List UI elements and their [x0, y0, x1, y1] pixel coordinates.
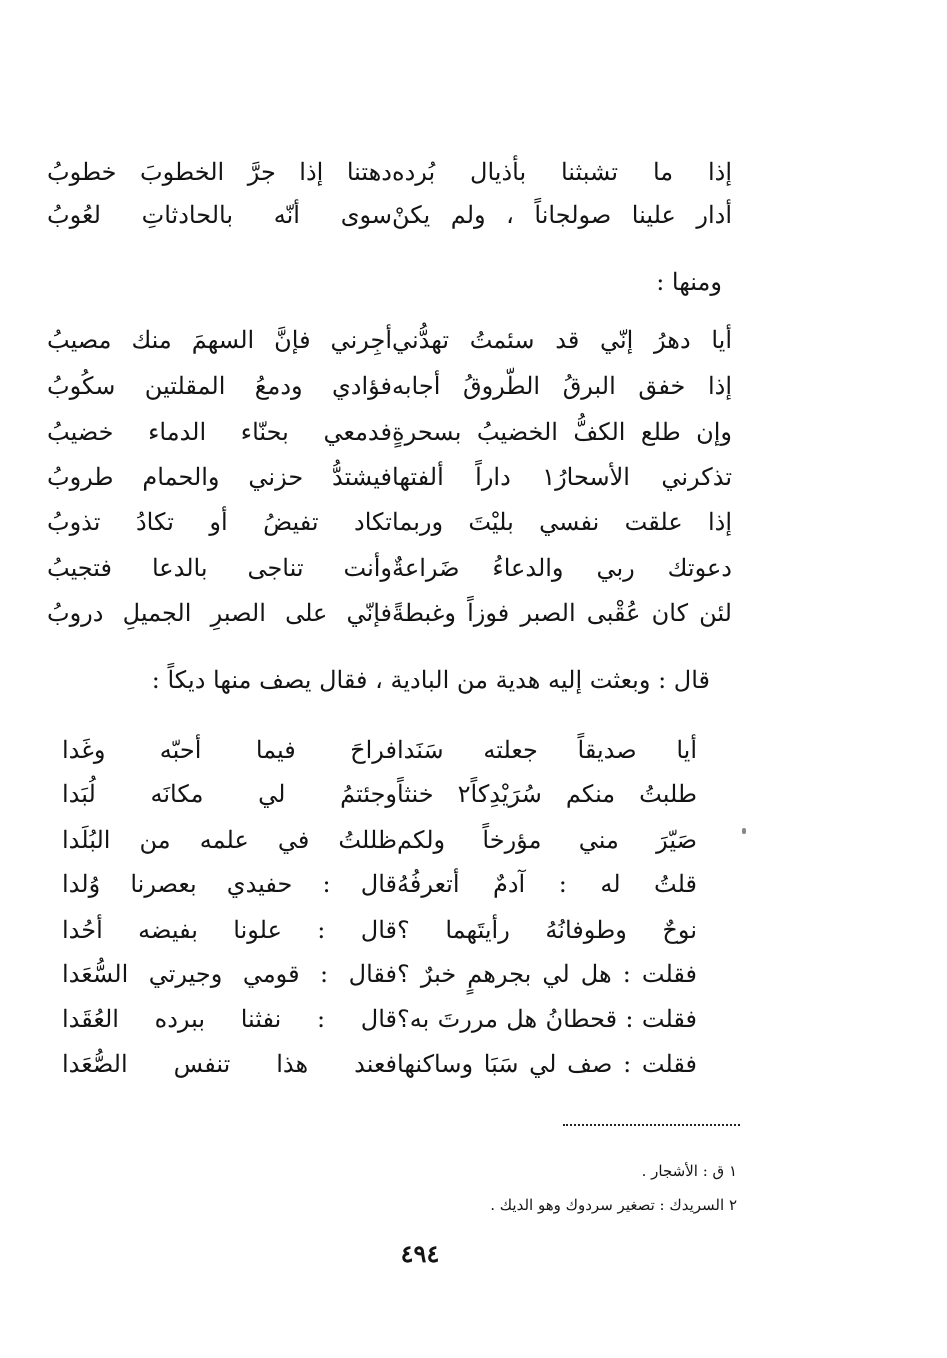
second-hemistich: فدمعي بحنّاء الدماء خضيبُ — [47, 418, 392, 446]
first-hemistich: فقلت : صف لي سَبَا وساكنها — [397, 1050, 697, 1078]
page-number: ٤٩٤ — [400, 1239, 440, 1268]
second-hemistich: وجئتمُ لي مكانَه لُبَدا — [62, 780, 397, 808]
verse-line — [0, 500, 947, 544]
second-hemistich: أجِرني فإنَّ السهمَ منك مصيبُ — [47, 326, 392, 354]
verse-line — [0, 728, 947, 772]
second-hemistich: ظللتُ في علمه من البُلَدا — [62, 826, 397, 854]
first-hemistich: إذا علقت نفسي بليْتَ وربما — [392, 508, 732, 536]
verse-line — [0, 546, 947, 590]
first-hemistich: فقلت : قحطانُ هل مررتَ به؟ — [397, 1005, 697, 1033]
second-hemistich: وأنت تناجى بالدعا فتجيبُ — [47, 554, 392, 582]
first-hemistich: طلبتُ منكم سُرَيْدِكاً٢ خنثاً — [397, 780, 697, 808]
section-intro: ومنها : — [656, 268, 722, 296]
second-hemistich: فقال : قومي وجيرتي السُّعَدا — [62, 960, 397, 988]
second-hemistich: فراحَ فيما أحبّه وغَدا — [62, 736, 397, 764]
verse-line — [0, 410, 947, 454]
verse-line — [0, 364, 947, 408]
second-hemistich: دهتنا إذا جرَّ الخطوبَ خطوبُ — [47, 158, 392, 186]
first-hemistich: لئن كان عُقْبى الصبر فوزاً وغبطةً — [392, 599, 732, 627]
second-hemistich: قال : نفثنا ببرده العُقَدا — [62, 1005, 397, 1033]
second-hemistich: فؤادي ودمعُ المقلتين سكُوبُ — [47, 372, 392, 400]
footnote-separator — [563, 1124, 740, 1126]
first-hemistich: وإن طلع الكفُّ الخضيبُ بسحرةٍ — [392, 418, 732, 446]
second-hemistich: قال : حفيدي بعصرنا وُلدا — [62, 870, 397, 898]
verse-line — [0, 455, 947, 499]
first-hemistich: تذكرني الأسحارُ١ داراً ألفتها — [392, 463, 733, 491]
second-hemistich: قال : علونا بفيضه أحُدا — [62, 916, 397, 944]
second-hemistich: فإنّي على الصبرِ الجميلِ دروبُ — [47, 599, 392, 627]
verse-line — [0, 862, 947, 906]
verse-line — [0, 997, 947, 1041]
verse-line — [0, 150, 947, 194]
first-hemistich: إذا خفق البرقُ الطّروقُ أجابه — [392, 372, 732, 400]
footnote: ١ ق : الأشجار . — [641, 1162, 737, 1180]
first-hemistich: فقلت : هل لي بجرهمٍ خبرٌ ؟ — [397, 960, 697, 988]
first-hemistich: أيا دهرُ إنّي قد سئمتُ تهدُّني — [392, 326, 732, 354]
verse-line — [0, 952, 947, 996]
footnote: ٢ السريدك : تصغير سردوك وهو الديك . — [490, 1196, 737, 1214]
second-hemistich: فيشتدُّ حزني والحمام طروبُ — [47, 463, 392, 491]
second-hemistich: فعند هذا تنفس الصُّعَدا — [62, 1050, 397, 1078]
first-hemistich: دعوتك ربي والدعاءُ ضَراعةٌ — [392, 554, 732, 582]
first-hemistich: نوحٌ وطوفانُهُ رأيتَهما ؟ — [397, 916, 697, 944]
first-hemistich: إذا ما تشبثنا بأذيال بُرده — [392, 158, 732, 186]
verse-line — [0, 591, 947, 635]
verse-line — [0, 318, 947, 362]
ink-speck — [742, 828, 746, 834]
second-hemistich: تكاد تفيضُ أو تكادُ تذوبُ — [47, 508, 392, 536]
first-hemistich: أيا صديقاً جعلته سَنَدا — [397, 736, 697, 764]
verse-line — [0, 1042, 947, 1086]
verse-line — [0, 772, 947, 816]
second-hemistich: سوى أنّه بالحادثاتِ لعُوبُ — [47, 201, 392, 229]
first-hemistich: أدار علينا صولجاناً ، ولم يكنْ — [392, 201, 732, 229]
first-hemistich: صَيّرَ مني مؤرخاً ولكم — [397, 826, 697, 854]
narrative-line: قال : وبعثت إليه هدية من البادية ، فقال يصف منها ديكاً : — [151, 666, 710, 694]
first-hemistich: قلتُ له : آدمٌ أتعرفُهُ — [397, 870, 697, 898]
verse-line — [0, 818, 947, 862]
verse-line — [0, 193, 947, 237]
verse-line — [0, 908, 947, 952]
